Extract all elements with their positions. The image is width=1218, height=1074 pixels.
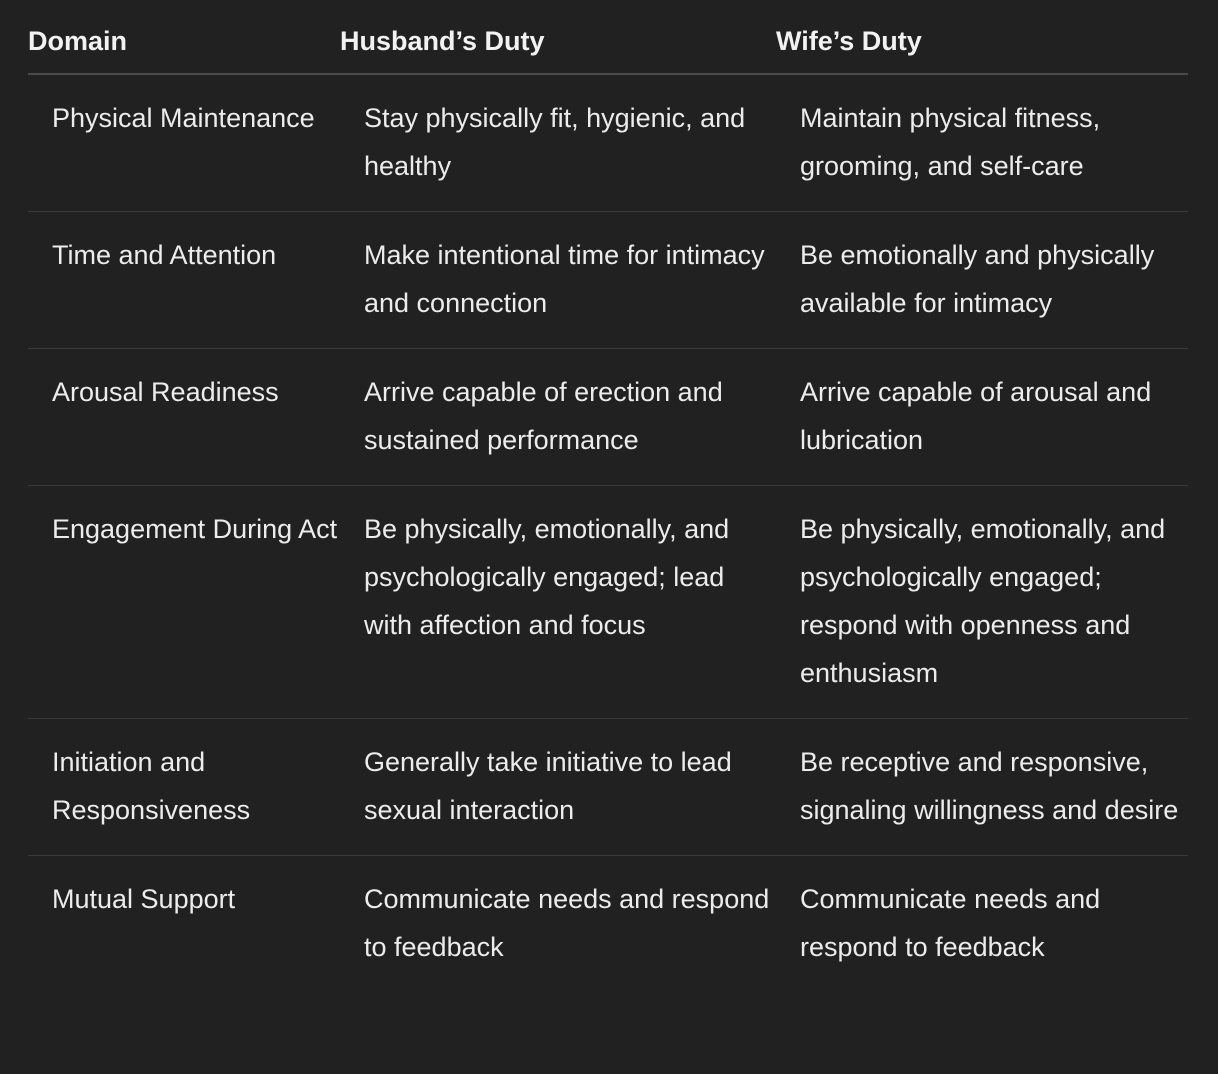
- column-header-domain: Domain: [28, 0, 340, 74]
- duties-table-container: [28, 0, 1188, 992]
- table-row: [28, 486, 1188, 719]
- wife-duty-cell: Be emotionally and physically available for intimacy: [776, 212, 1188, 349]
- column-header-husband-duty: Husband’s Duty: [340, 0, 776, 74]
- wife-duty-cell: Be receptive and responsive, signaling willingness and desire: [776, 719, 1188, 856]
- husband-duty-cell: Generally take initiative to lead sexual interaction: [340, 719, 776, 856]
- table-row: [28, 74, 1188, 212]
- husband-duty-cell: Make intentional time for intimacy and connection: [340, 212, 776, 349]
- wife-duty-cell: Arrive capable of arousal and lubrication: [776, 349, 1188, 486]
- husband-duty-cell: Be physically, emotionally, and psychologically engaged; lead with affection and focus: [340, 486, 776, 719]
- table-row: [28, 212, 1188, 349]
- duties-table: [28, 0, 1188, 992]
- table-row: [28, 856, 1188, 993]
- table-header-row: [28, 0, 1188, 74]
- husband-duty-cell: Arrive capable of erection and sustained performance: [340, 349, 776, 486]
- wife-duty-cell: Communicate needs and respond to feedback: [800, 884, 1101, 962]
- domain-cell: Engagement During Act: [28, 486, 340, 719]
- table-row: [28, 719, 1188, 856]
- domain-cell: Initiation and Responsiveness: [28, 719, 340, 856]
- husband-duty-cell: Communicate needs and respond to feedback: [364, 884, 770, 962]
- domain-cell: Arousal Readiness: [28, 349, 340, 486]
- column-header-wife-duty: Wife’s Duty: [776, 0, 1188, 74]
- domain-cell: Physical Maintenance: [28, 74, 340, 212]
- domain-cell: Mutual Support: [52, 884, 236, 914]
- domain-cell: Time and Attention: [28, 212, 340, 349]
- wife-duty-cell: Maintain physical fitness, grooming, and self-care: [776, 74, 1188, 212]
- wife-duty-cell: Be physically, emotionally, and psychologically engaged; respond with openness and enthusiasm: [776, 486, 1188, 719]
- table-row: [28, 349, 1188, 486]
- husband-duty-cell: Stay physically fit, hygienic, and healthy: [340, 74, 776, 212]
